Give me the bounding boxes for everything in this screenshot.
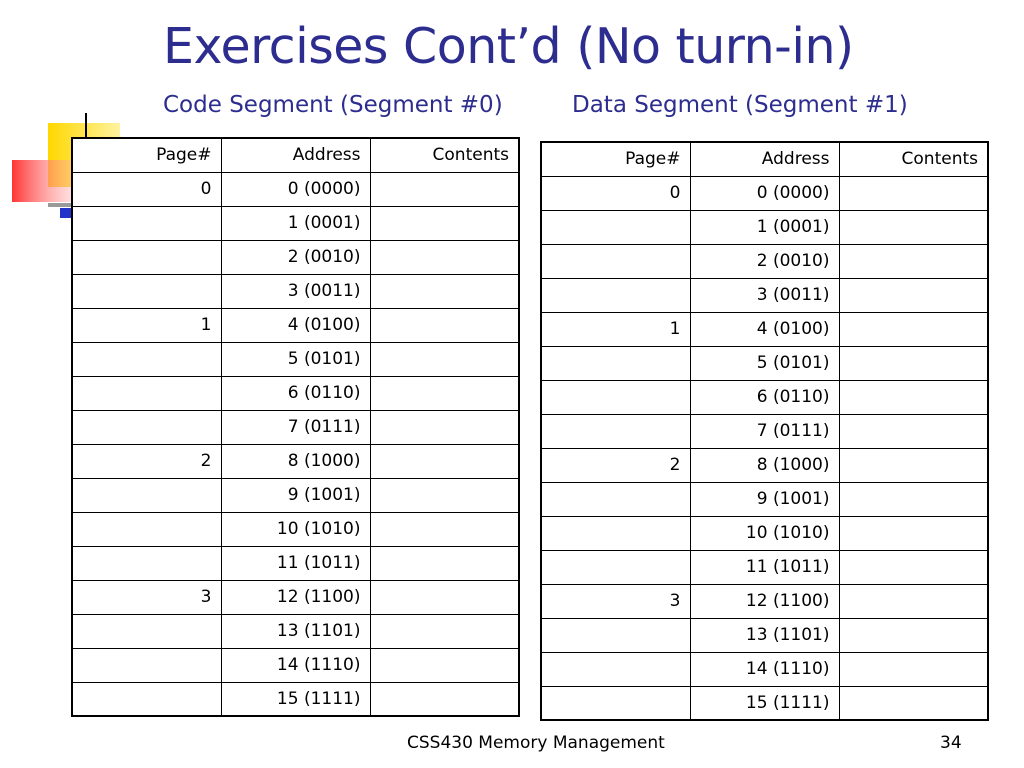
page-cell: 0 <box>541 176 690 210</box>
contents-cell <box>370 444 519 478</box>
page-cell <box>72 274 221 308</box>
contents-cell <box>839 618 988 652</box>
page-cell <box>541 244 690 278</box>
contents-cell <box>370 478 519 512</box>
address-cell: 15 (1111) <box>221 682 370 716</box>
page-cell <box>541 414 690 448</box>
contents-cell <box>839 346 988 380</box>
table-row <box>72 444 519 478</box>
table-row <box>541 550 988 584</box>
table-row <box>541 312 988 346</box>
address-cell: 6 (0110) <box>221 376 370 410</box>
page-cell <box>541 550 690 584</box>
table-header-row <box>541 142 988 176</box>
table-row <box>72 274 519 308</box>
table-row <box>541 652 988 686</box>
slide-page-number: 34 <box>940 733 962 753</box>
table-row <box>72 580 519 614</box>
address-cell: 14 (1110) <box>221 648 370 682</box>
contents-cell <box>839 516 988 550</box>
table-row <box>72 172 519 206</box>
contents-cell <box>370 274 519 308</box>
page-cell <box>72 614 221 648</box>
address-cell: 12 (1100) <box>690 584 839 618</box>
address-cell: 0 (0000) <box>690 176 839 210</box>
table-row <box>72 682 519 716</box>
header-page: Page# <box>72 138 221 172</box>
table-row <box>72 614 519 648</box>
page-cell <box>72 342 221 376</box>
page-cell <box>72 240 221 274</box>
table-row <box>541 584 988 618</box>
address-cell: 2 (0010) <box>690 244 839 278</box>
address-cell: 1 (0001) <box>221 206 370 240</box>
address-cell: 9 (1001) <box>221 478 370 512</box>
table-row <box>541 516 988 550</box>
page-cell <box>541 380 690 414</box>
address-cell: 7 (0111) <box>690 414 839 448</box>
contents-cell <box>839 584 988 618</box>
table-row <box>541 414 988 448</box>
contents-cell <box>839 210 988 244</box>
page-cell <box>72 478 221 512</box>
page-cell <box>72 410 221 444</box>
address-cell: 5 (0101) <box>690 346 839 380</box>
page-cell <box>72 682 221 716</box>
table-row <box>541 448 988 482</box>
address-cell: 7 (0111) <box>221 410 370 444</box>
address-cell: 11 (1011) <box>690 550 839 584</box>
address-cell: 13 (1101) <box>221 614 370 648</box>
table-row <box>72 648 519 682</box>
address-cell: 10 (1010) <box>690 516 839 550</box>
address-cell: 11 (1011) <box>221 546 370 580</box>
table-row <box>541 618 988 652</box>
slide-title: Exercises Cont’d (No turn-in) <box>163 18 854 75</box>
page-cell: 1 <box>541 312 690 346</box>
address-cell: 13 (1101) <box>690 618 839 652</box>
header-contents: Contents <box>839 142 988 176</box>
contents-cell <box>370 410 519 444</box>
page-cell <box>541 686 690 720</box>
table-row <box>72 376 519 410</box>
contents-cell <box>839 380 988 414</box>
address-cell: 10 (1010) <box>221 512 370 546</box>
table-row <box>72 410 519 444</box>
contents-cell <box>370 342 519 376</box>
address-cell: 1 (0001) <box>690 210 839 244</box>
data-segment-heading: Data Segment (Segment #1) <box>572 92 908 118</box>
table-row <box>541 380 988 414</box>
page-cell <box>541 346 690 380</box>
contents-cell <box>839 482 988 516</box>
contents-cell <box>370 512 519 546</box>
table-header-row <box>72 138 519 172</box>
contents-cell <box>370 648 519 682</box>
contents-cell <box>370 580 519 614</box>
header-address: Address <box>221 138 370 172</box>
header-page: Page# <box>541 142 690 176</box>
table-row <box>541 346 988 380</box>
table-row <box>72 206 519 240</box>
contents-cell <box>370 682 519 716</box>
address-cell: 0 (0000) <box>221 172 370 206</box>
contents-cell <box>839 652 988 686</box>
code-segment-heading: Code Segment (Segment #0) <box>163 92 503 118</box>
page-cell <box>72 648 221 682</box>
address-cell: 5 (0101) <box>221 342 370 376</box>
table-row <box>72 308 519 342</box>
address-cell: 2 (0010) <box>221 240 370 274</box>
contents-cell <box>839 278 988 312</box>
table-row <box>72 512 519 546</box>
table-row <box>72 240 519 274</box>
address-cell: 4 (0100) <box>690 312 839 346</box>
page-cell: 3 <box>72 580 221 614</box>
contents-cell <box>839 244 988 278</box>
address-cell: 15 (1111) <box>690 686 839 720</box>
table-row <box>541 176 988 210</box>
table-row <box>541 686 988 720</box>
page-cell: 2 <box>72 444 221 478</box>
page-cell <box>72 512 221 546</box>
contents-cell <box>370 308 519 342</box>
page-cell <box>541 278 690 312</box>
page-cell <box>72 206 221 240</box>
address-cell: 14 (1110) <box>690 652 839 686</box>
contents-cell <box>839 550 988 584</box>
address-cell: 12 (1100) <box>221 580 370 614</box>
header-contents: Contents <box>370 138 519 172</box>
page-cell <box>541 652 690 686</box>
address-cell: 9 (1001) <box>690 482 839 516</box>
table-row <box>72 546 519 580</box>
header-address: Address <box>690 142 839 176</box>
contents-cell <box>839 448 988 482</box>
contents-cell <box>839 176 988 210</box>
address-cell: 8 (1000) <box>221 444 370 478</box>
table-row <box>541 278 988 312</box>
contents-cell <box>370 240 519 274</box>
page-cell <box>72 546 221 580</box>
address-cell: 6 (0110) <box>690 380 839 414</box>
page-cell: 0 <box>72 172 221 206</box>
page-cell: 3 <box>541 584 690 618</box>
page-cell <box>541 482 690 516</box>
table-row <box>72 478 519 512</box>
contents-cell <box>839 414 988 448</box>
page-cell <box>541 210 690 244</box>
address-cell: 4 (0100) <box>221 308 370 342</box>
table-row <box>541 482 988 516</box>
contents-cell <box>839 686 988 720</box>
page-cell <box>541 618 690 652</box>
page-cell: 2 <box>541 448 690 482</box>
contents-cell <box>370 172 519 206</box>
address-cell: 3 (0011) <box>221 274 370 308</box>
code-segment-table <box>71 137 520 717</box>
address-cell: 3 (0011) <box>690 278 839 312</box>
address-cell: 8 (1000) <box>690 448 839 482</box>
footer-course-title: CSS430 Memory Management <box>407 733 665 753</box>
contents-cell <box>370 376 519 410</box>
page-cell <box>541 516 690 550</box>
page-cell <box>72 376 221 410</box>
contents-cell <box>370 206 519 240</box>
contents-cell <box>370 614 519 648</box>
data-segment-table <box>540 141 989 721</box>
page-cell: 1 <box>72 308 221 342</box>
contents-cell <box>839 312 988 346</box>
table-row <box>541 244 988 278</box>
table-row <box>72 342 519 376</box>
contents-cell <box>370 546 519 580</box>
table-row <box>541 210 988 244</box>
